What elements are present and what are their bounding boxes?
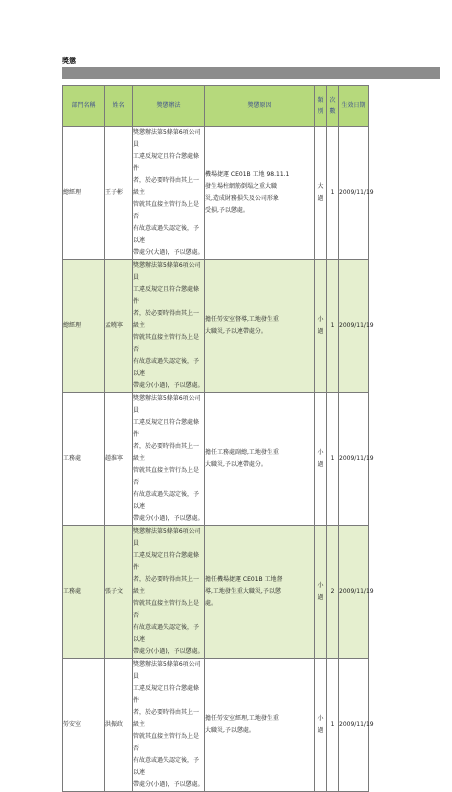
method-line: 工違反規定且符合懲處條件 [133,552,200,571]
header-count [327,86,339,127]
cell-method [133,659,205,792]
cell-dept: 總經理 [63,260,105,393]
section-title-bar [62,67,440,79]
reason-line: 大職災,予以懲處。 [205,727,255,734]
method-line: 帶處分(小過)，予以懲處。 [133,515,204,522]
discipline-table [62,85,374,792]
reason-line: 導,工地發生重大職災,予以懲 [205,588,281,595]
method-line: 工違反規定且符合懲處條件 [133,153,200,172]
reason-line: 擔任機場捷運 CE01B 工地督 [205,576,283,583]
cell-reason [205,260,315,393]
cell-date: 2009/11/19 [339,260,369,393]
cell-name: 張子文 [105,526,133,659]
method-line: 工違反規定且符合懲處條件 [133,685,200,704]
cell-date: 2009/11/19 [339,659,369,792]
cell-kind [315,127,327,260]
cell-date: 2009/11/19 [339,127,369,260]
cell-method [133,526,205,659]
cell-date: 2009/11/19 [339,526,369,659]
cell-name: 王子彬 [105,127,133,260]
cell-count: 1 [327,260,339,393]
header-date: 生效日期 [339,86,369,127]
cell-kind [315,260,327,393]
method-line: 獎懲辦法第5條第6項公司員 [133,528,201,547]
method-line: 工違反規定且符合懲處條件 [133,419,200,438]
reason-line: 擔任勞安室督導,工地發生重 [205,316,279,323]
header-reason: 獎懲原因 [205,86,315,127]
method-line: 帶處分(大過)，予以懲處。 [133,249,204,256]
cell-reason [205,127,315,260]
cell-count: 2 [327,526,339,659]
method-line: 有故意或過失認定後，予以連 [133,358,200,377]
cell-reason [205,526,315,659]
header-kind-top: 類 [317,97,324,104]
reason-line: 大職災,予以連帶處分。 [205,328,267,335]
table-row [63,526,369,659]
table-row [63,393,369,526]
kind-char: 大 [317,183,324,190]
cell-kind [315,393,327,526]
reason-line: 機場捷運 CE01B 工地 98.11.1 [205,171,290,178]
method-line: 者，於必要時得由其上一級主 [133,443,200,462]
kind-char: 過 [317,727,324,734]
cell-date: 2009/11/19 [339,393,369,526]
method-line: 獎懲辦法第5條第6項公司員 [133,262,201,281]
cell-count: 1 [327,659,339,792]
cell-reason [205,659,315,792]
header-count-bottom: 數 [329,108,336,115]
cell-name: 孟曉寧 [105,260,133,393]
method-line: 工違反規定且符合懲處條件 [133,286,200,305]
table-header-row [63,86,369,127]
header-name: 姓名 [105,86,133,127]
method-line: 獎懲辦法第5條第6項公司員 [133,661,201,680]
header-count-top: 次 [329,97,336,104]
method-line: 管就其直接主管行為上是否 [133,467,200,486]
kind-char: 過 [317,328,324,335]
cell-kind [315,526,327,659]
method-line: 獎懲辦法第5條第6項公司員 [133,129,201,148]
cell-dept: 工務處 [63,393,105,526]
method-line: 者，於必要時得由其上一級主 [133,709,200,728]
method-line: 有故意或過失認定後，予以連 [133,491,200,510]
cell-dept: 總經理 [63,127,105,260]
cell-method [133,393,205,526]
reason-line: 擔任工務處副總,工地發生重 [205,449,279,456]
method-line: 帶處分(小過)，予以懲處。 [133,648,204,655]
method-line: 有故意或過失認定後，予以連 [133,624,200,643]
method-line: 者，於必要時得由其上一級主 [133,177,200,196]
cell-dept: 勞安室 [63,659,105,792]
table-row [63,659,369,792]
cell-count: 1 [327,127,339,260]
method-line: 管就其直接主管行為上是否 [133,600,200,619]
table-row [63,127,369,260]
header-method: 獎懲辦法 [133,86,205,127]
method-line: 帶處分(小過)，予以懲處。 [133,781,204,788]
cell-method [133,127,205,260]
reason-line: 災,造成財務損失及公司形象 [205,195,279,202]
method-line: 有故意或過失認定後，予以連 [133,225,200,244]
method-line: 管就其直接主管行為上是否 [133,334,200,353]
reason-line: 受損,予以懲處。 [205,207,249,214]
cell-name: 趙淮寧 [105,393,133,526]
method-line: 者，於必要時得由其上一級主 [133,310,200,329]
kind-char: 小 [317,316,324,323]
kind-char: 過 [317,195,324,202]
header-kind [315,86,327,127]
table-row [63,260,369,393]
method-line: 者，於必要時得由其上一級主 [133,576,200,595]
reason-line: 大職災,予以連帶處分。 [205,461,267,468]
reason-line: 擔任勞安室經理,工地發生重 [205,715,279,722]
kind-char: 過 [317,461,324,468]
cell-dept: 工務處 [63,526,105,659]
kind-char: 過 [317,594,324,601]
cell-name: 洪振政 [105,659,133,792]
reason-line: 處。 [205,600,218,607]
cell-method [133,260,205,393]
section-title: 獎懲 [62,57,76,65]
method-line: 帶處分(小過)，予以懲處。 [133,382,204,389]
kind-char: 小 [317,582,324,589]
cell-kind [315,659,327,792]
header-kind-bottom: 別 [317,108,324,115]
method-line: 管就其直接主管行為上是否 [133,201,200,220]
method-line: 有故意或過失認定後，予以連 [133,757,200,776]
method-line: 獎懲辦法第5條第6項公司員 [133,395,201,414]
reason-line: 發生場柱網筋倒塌之重大職 [205,183,278,190]
kind-char: 小 [317,715,324,722]
cell-count: 1 [327,393,339,526]
kind-char: 小 [317,449,324,456]
header-dept: 部門名稱 [63,86,105,127]
method-line: 管就其直接主管行為上是否 [133,733,200,752]
cell-reason [205,393,315,526]
